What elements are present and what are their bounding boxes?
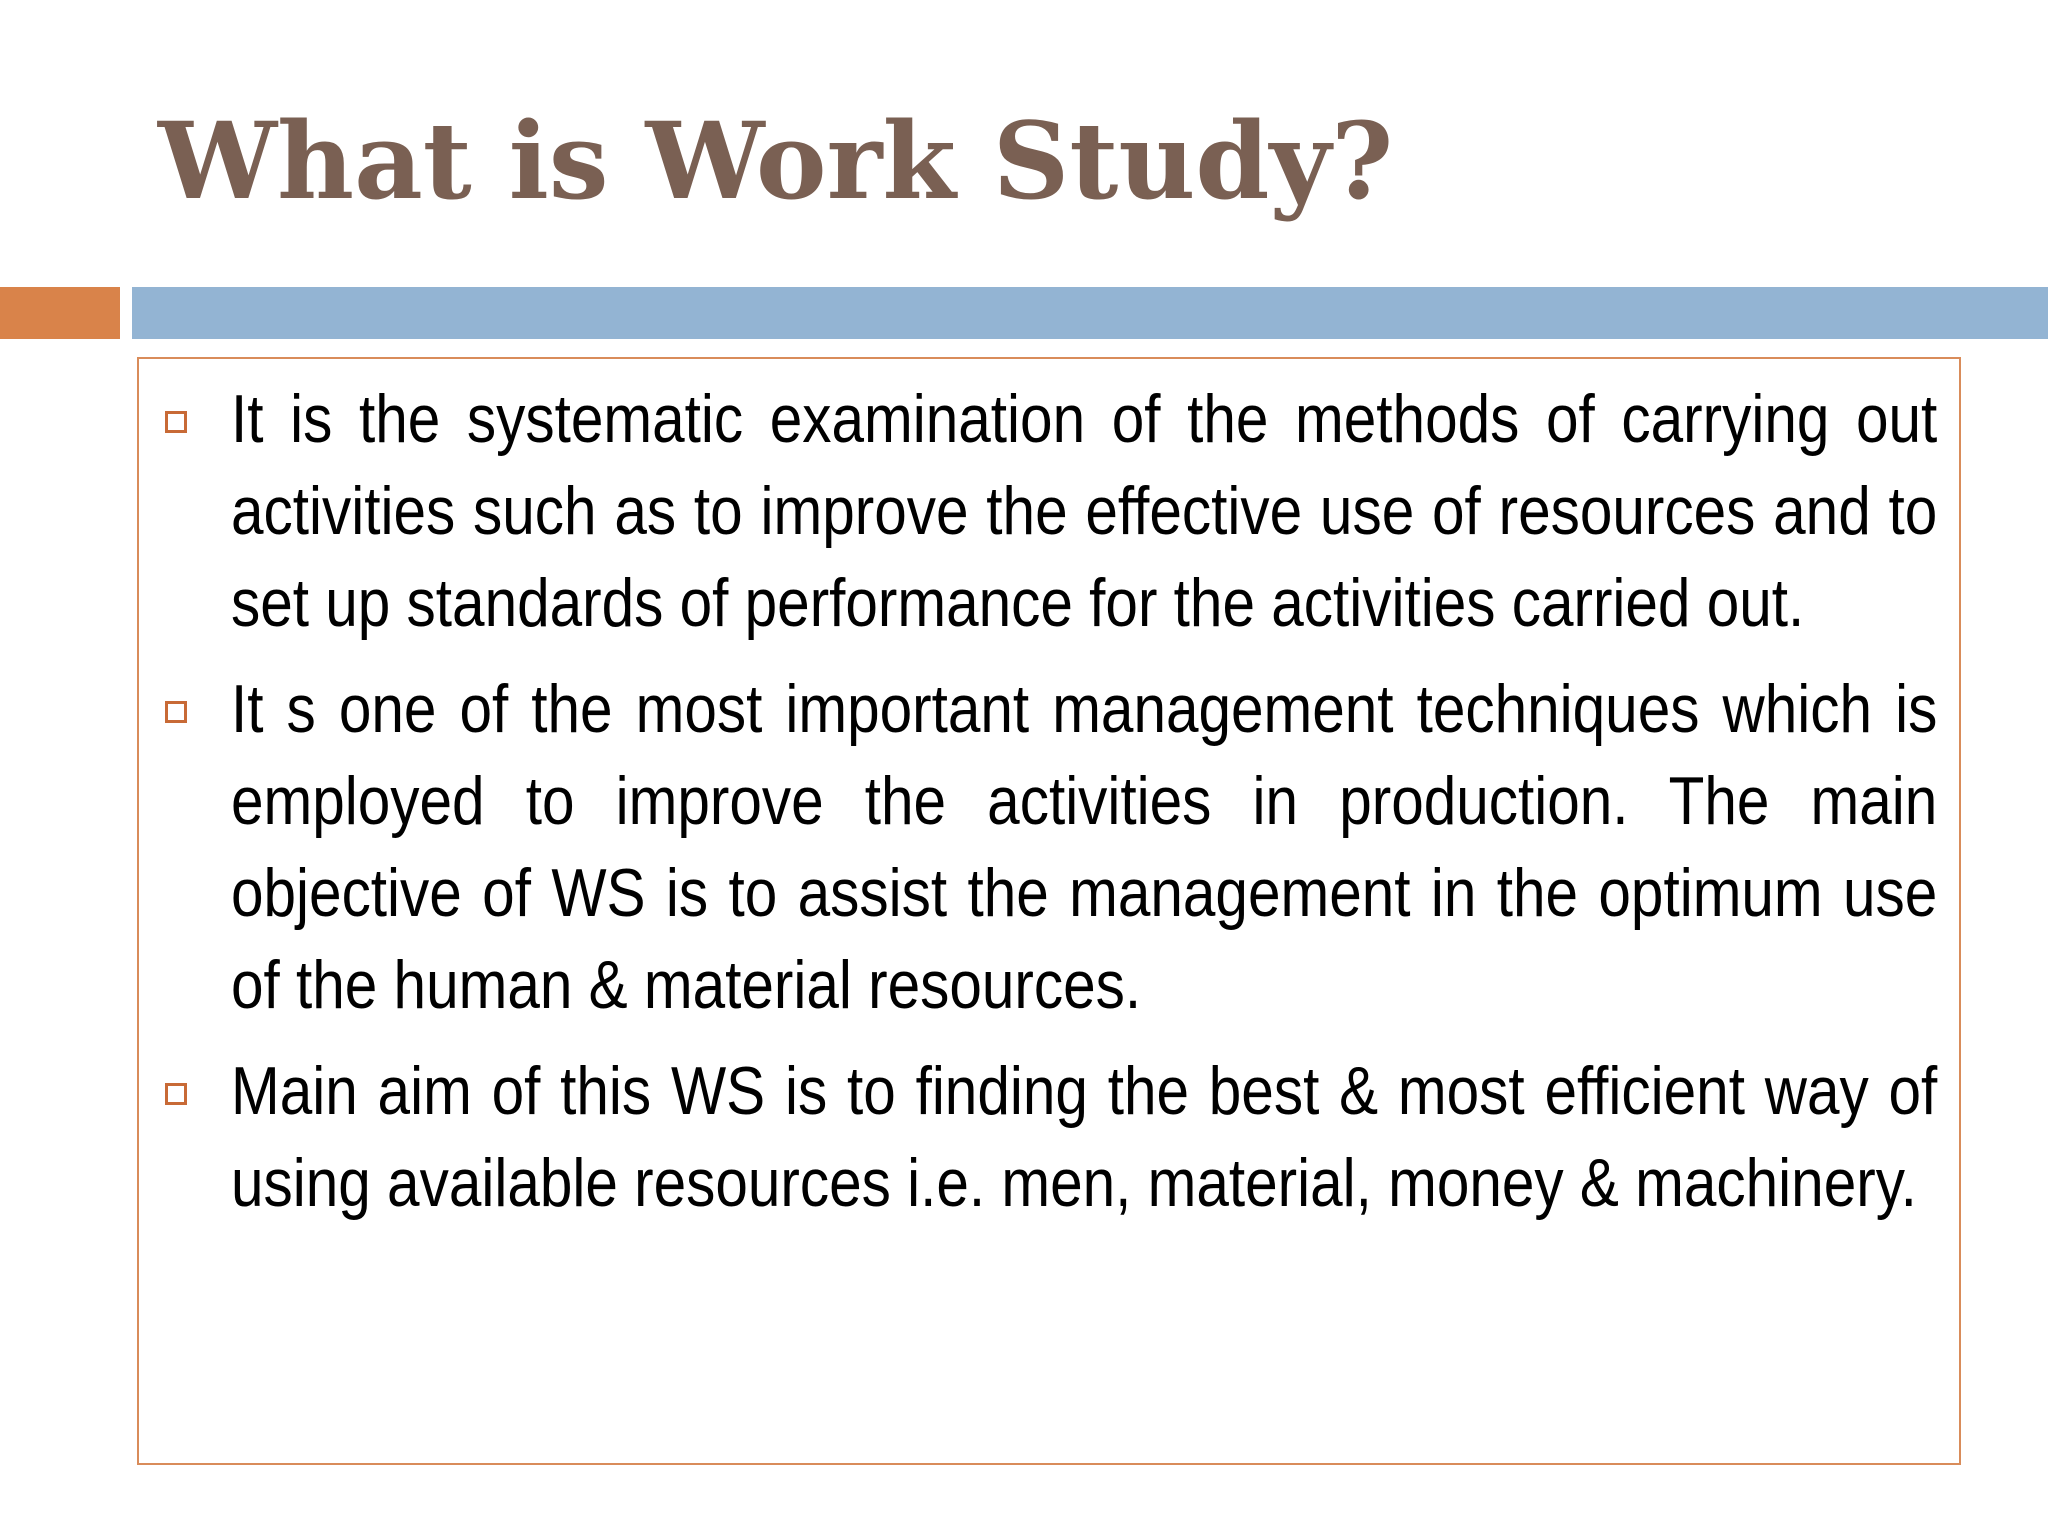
hollow-square-bullet-icon — [165, 701, 187, 723]
bullet-item — [139, 1045, 1937, 1229]
hollow-square-bullet-icon — [165, 1083, 187, 1105]
bullet-item — [139, 373, 1937, 649]
slide-title: What is Work Study? — [158, 98, 1394, 223]
bullet-text: It s one of the most important management techniques which is employed to improve the activities in production. The main objective of WS is to assist the management in the optimum use of the human & material resources. — [231, 671, 1938, 1023]
content-box — [137, 357, 1961, 1465]
hollow-square-bullet-icon — [165, 411, 187, 433]
bullet-text: Main aim of this WS is to finding the best & most efficient way of using available resources i.e. men, material, money & machinery. — [231, 1053, 1938, 1221]
accent-bar-orange — [0, 287, 120, 339]
bullet-text: It is the systematic examination of the methods of carrying out activities such as to improve the effective use of resources and to set up standards of performance for the activities carried out. — [231, 381, 1938, 641]
bullet-list — [139, 373, 1937, 1243]
accent-bar-blue — [132, 287, 2048, 339]
bullet-item — [139, 663, 1937, 1031]
